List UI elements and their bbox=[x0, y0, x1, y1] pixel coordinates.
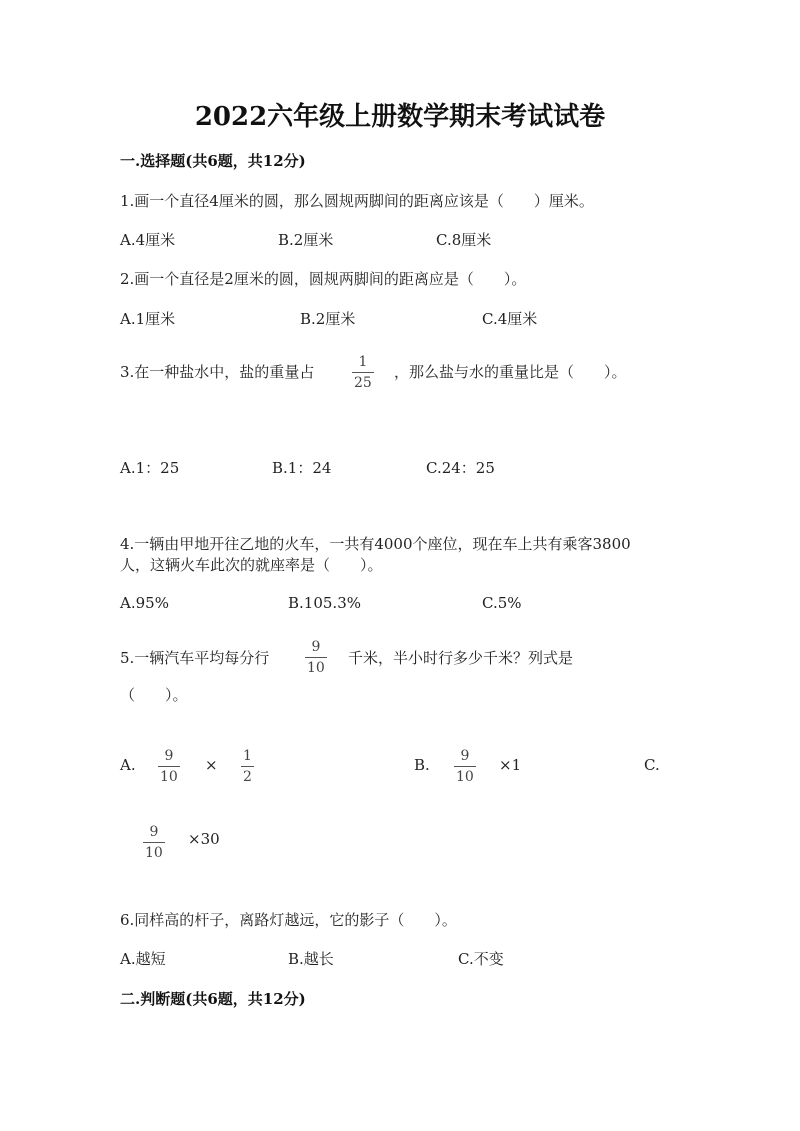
q3-fraction bbox=[352, 355, 374, 390]
q4-option-b: B.105.3% bbox=[288, 594, 361, 612]
q1-option-a: A.4厘米 bbox=[120, 231, 176, 249]
q3-option-b: B.1：24 bbox=[272, 459, 332, 477]
fraction-bar bbox=[352, 372, 374, 373]
q6-option-a: A.越短 bbox=[120, 950, 166, 968]
fraction-denominator: 10 bbox=[145, 845, 163, 861]
q5-option-b-tail: ×1 bbox=[499, 756, 522, 774]
q5-option-b-label: B. bbox=[414, 756, 430, 774]
section-heading-choice: 一.选择题(共6题，共12分) bbox=[120, 152, 306, 170]
q5-fraction bbox=[305, 640, 327, 675]
question-2: 2.画一个直径是2厘米的圆，圆规两脚间的距离应是（ ）。 bbox=[120, 270, 527, 288]
q2-option-b: B.2厘米 bbox=[300, 310, 356, 328]
question-3-text: 3.在一种盐水中，盐的重量占 bbox=[120, 363, 315, 381]
fraction-bar bbox=[241, 766, 254, 767]
q3-option-a: A.1：25 bbox=[120, 459, 180, 477]
q4-option-a: A.95% bbox=[120, 594, 169, 612]
q5-option-a-fraction-1 bbox=[158, 749, 180, 784]
fraction-bar bbox=[143, 842, 165, 843]
q1-option-c: C.8厘米 bbox=[436, 231, 492, 249]
fraction-denominator: 10 bbox=[456, 769, 474, 785]
fraction-denominator: 10 bbox=[307, 660, 325, 676]
fraction-denominator: 2 bbox=[243, 769, 252, 785]
q5-option-a-fraction-2 bbox=[241, 749, 254, 784]
q5-option-c-label: C. bbox=[644, 756, 660, 774]
fraction-bar bbox=[454, 766, 476, 767]
q2-option-c: C.4厘米 bbox=[482, 310, 538, 328]
fraction-denominator: 10 bbox=[160, 769, 178, 785]
fraction-numerator: 1 bbox=[243, 748, 252, 764]
q1-option-b: B.2厘米 bbox=[278, 231, 334, 249]
fraction-numerator: 1 bbox=[358, 354, 368, 370]
fraction-numerator: 9 bbox=[460, 748, 470, 764]
q4-option-c: C.5% bbox=[482, 594, 522, 612]
question-5-text: 5.一辆汽车平均每分行 bbox=[120, 649, 270, 667]
question-3-text-after: ，那么盐与水的重量比是（ ）。 bbox=[394, 363, 627, 381]
page-title: 2022六年级上册数学期末考试试卷 bbox=[194, 102, 606, 132]
section-heading-judgment: 二.判断题(共6题，共12分) bbox=[120, 990, 306, 1008]
q2-option-a: A.1厘米 bbox=[120, 310, 176, 328]
fraction-denominator: 25 bbox=[354, 375, 372, 391]
q3-option-c: C.24：25 bbox=[426, 459, 495, 477]
q6-option-c: C.不变 bbox=[458, 950, 504, 968]
q6-option-b: B.越长 bbox=[288, 950, 334, 968]
q5-option-a-label: A. bbox=[120, 756, 136, 774]
question-5-text-after: 千米，半小时行多少千米？列式是 bbox=[348, 649, 574, 667]
fraction-bar bbox=[158, 766, 180, 767]
q5-option-c-tail: ×30 bbox=[188, 830, 220, 848]
q5-option-a-operator: × bbox=[205, 756, 218, 774]
question-4-line1: 4.一辆由甲地开往乙地的火车，一共有4000个座位，现在车上共有乘客3800 bbox=[120, 535, 631, 553]
fraction-numerator: 9 bbox=[164, 748, 174, 764]
question-4-line2: 人，这辆火车此次的就座率是（ ）。 bbox=[120, 556, 383, 574]
question-5-line2: （ ）。 bbox=[120, 686, 188, 704]
question-1: 1.画一个直径4厘米的圆，那么圆规两脚间的距离应该是（ ）厘米。 bbox=[120, 192, 594, 210]
q5-option-b-fraction bbox=[454, 749, 476, 784]
fraction-bar bbox=[305, 657, 327, 658]
question-6: 6.同样高的杆子，离路灯越远，它的影子（ ）。 bbox=[120, 911, 457, 929]
q5-option-c-fraction bbox=[143, 825, 165, 860]
fraction-numerator: 9 bbox=[149, 824, 159, 840]
fraction-numerator: 9 bbox=[311, 639, 321, 655]
